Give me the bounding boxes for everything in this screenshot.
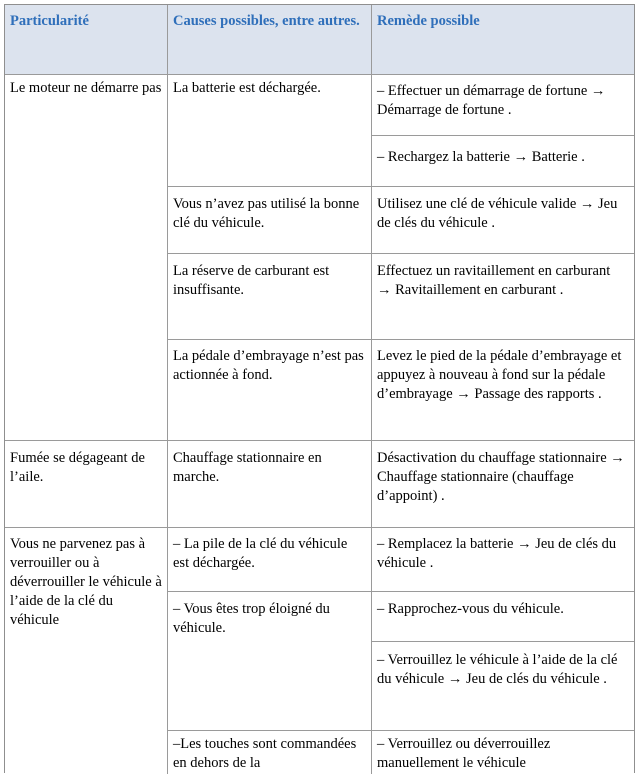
particularite-cannot-lock-unlock: Vous ne parvenez pas à verrouiller ou à déverrouiller le véhicule à l’aide de la clé du véhicule [10,536,162,628]
remede-jump-start: – Effectuer un démarrage de fortune → Démarrage de fortune . [377,83,606,118]
fault-table [4,4,635,774]
remede-valid-key: Utilisez une clé de véhicule valide → Jeu de clés du véhicule . [377,196,618,231]
particularite-smoke-fender: Fumée se dégageant de l’aile. [10,450,145,485]
remede-get-closer: – Rapprochez-vous du véhicule. [377,601,564,617]
cause-low-fuel: La réserve de carburant est insuffisante. [173,263,330,298]
remede-disable-parking-heater: Désactivation du chauffage stationnaire → Chauffage stationnaire (chauffage d’appoint) . [377,450,625,504]
remede-lock-with-key: – Verrouillez le véhicule à l’aide de la clé du véhicule → Jeu de clés du véhicule . [377,652,618,687]
remede-recharge-battery: – Rechargez la batterie → Batterie . [377,149,585,165]
header-remede: Remède possible [377,13,480,29]
cause-parking-heater-on: Chauffage stationnaire en marche. [173,450,322,485]
header-particularite: Particularité [10,13,89,29]
cause-buttons-outside: –Les touches sont commandées en dehors de la [173,736,357,771]
particularite-engine-no-start: Le moteur ne démarre pas [10,80,162,96]
remede-replace-battery: – Remplacez la batterie → Jeu de clés du véhicule . [377,536,617,571]
cause-wrong-key: Vous n’avez pas utilisé la bonne clé du véhicule. [173,196,360,231]
cause-too-far: – Vous êtes trop éloigné du véhicule. [173,601,330,636]
remede-manual-lock: – Verrouillez ou déverrouillez manuellement le véhicule [377,736,551,771]
cause-battery-discharged: La batterie est déchargée. [173,80,321,96]
remede-press-clutch: Levez le pied de la pédale d’embrayage et appuyez à nouveau à fond sur la pédale d’embrayage → Passage des rapports . [377,348,622,402]
header-causes: Causes possibles, entre autres. [173,13,360,29]
cause-key-battery-empty: – La pile de la clé du véhicule est déchargée. [173,536,348,571]
remede-refuel: Effectuez un ravitaillement en carburant → Ravitaillement en carburant . [377,263,611,298]
cause-clutch-not-pressed: La pédale d’embrayage n’est pas actionnée à fond. [173,348,364,383]
